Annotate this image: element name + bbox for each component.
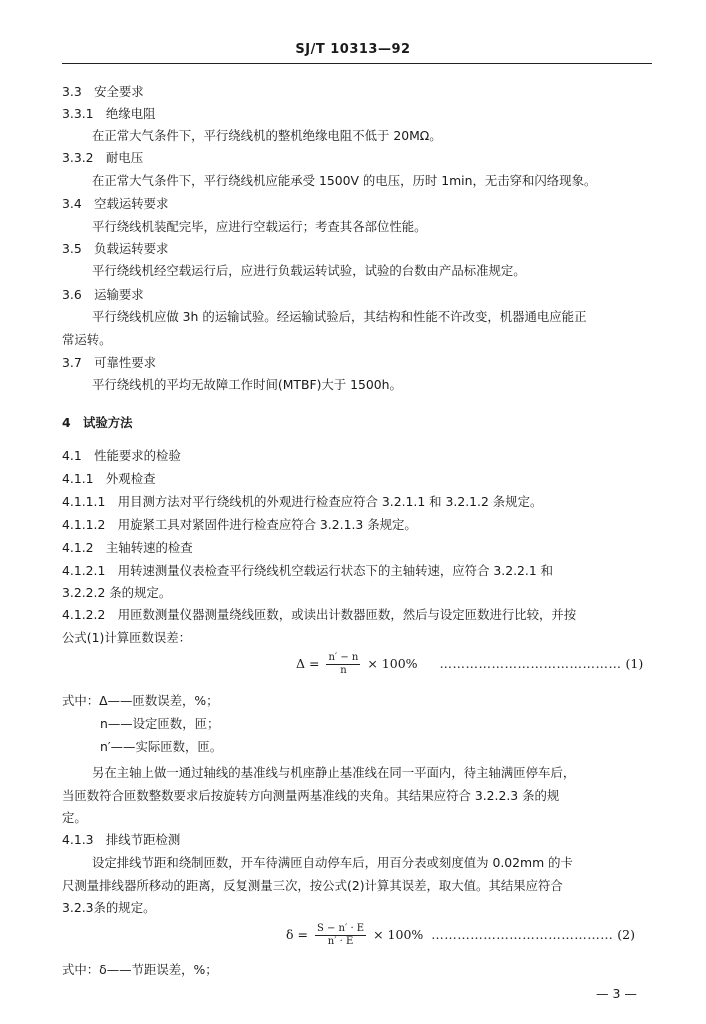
section-heading: 3.6 运输要求 [62, 287, 144, 302]
header-rule [62, 63, 652, 64]
equation-2-fraction [315, 923, 366, 948]
paragraph-line: 3.2.2.2 条的规定。 [62, 585, 172, 600]
section-heading: 3.5 负载运转要求 [62, 241, 169, 256]
equation-2-leader: …………………………………… [431, 927, 614, 942]
equation-1-numerator: n′ − n [328, 652, 359, 663]
section-heading: 4.1 性能要求的检验 [62, 448, 181, 463]
equation-2 [286, 923, 635, 948]
section-heading: 3.4 空载运转要求 [62, 196, 169, 211]
paragraph-line: 4.1.1.1 用目测方法对平行绕线机的外观进行检查应符合 3.2.1.1 和 3.2.1.2 条规定。 [62, 494, 543, 509]
equation-1-denominator: n [340, 665, 347, 676]
equation-1-rhs: × 100% [367, 656, 418, 671]
paragraph-line: 在正常大气条件下，平行绕线机的整机绝缘电阻不低于 20MΩ。 [92, 128, 442, 143]
paragraph-line: 平行绕线机经空载运行后，应进行负载运转试验，试验的台数由产品标准规定。 [92, 263, 526, 278]
paragraph-line: 另在主轴上做一通过轴线的基准线与机座静止基准线在同一平面内，待主轴满匝停车后， [92, 765, 576, 780]
equation-2-rhs: × 100% [373, 927, 424, 942]
subsection-heading: 4.1.3 排线节距检测 [62, 832, 181, 847]
equation-2-denominator: n′ · E [327, 936, 354, 947]
paragraph-line: 4.1.2.2 用匝数测量仪器测量绕线匝数，或读出计数器匝数，然后与设定匝数进行比较，并按 [62, 607, 577, 622]
equation-1-fraction [326, 652, 360, 677]
paragraph-line: 3.2.3条的规定。 [62, 900, 156, 915]
page-number: — 3 — [596, 986, 637, 1001]
paragraph-line: 公式(1)计算匝数误差： [62, 630, 192, 645]
equation-legend-line: n′——实际匝数，匝。 [100, 739, 223, 754]
equation-legend-line: 式中：δ——节距误差，%； [62, 962, 218, 977]
page-header-standard-code: SJ/T 10313—92 [295, 42, 411, 57]
equation-2-number: (2) [617, 927, 635, 942]
subsection-heading: 4.1.1 外观检查 [62, 471, 156, 486]
equation-legend-line: n——设定匝数，匝； [100, 716, 220, 731]
subsection-heading: 3.3.1 绝缘电阻 [62, 106, 156, 121]
equation-1-lhs: Δ = [296, 656, 320, 671]
paragraph-line: 4.1.1.2 用旋紧工具对紧固件进行检查应符合 3.2.1.3 条规定。 [62, 517, 417, 532]
paragraph-line: 当匝数符合匝数整数要求后按旋转方向测量两基准线的夹角。其结果应符合 3.2.2.3 条的规 [62, 788, 560, 803]
paragraph-line: 4.1.2.1 用转速测量仪表检查平行绕线机空载运行状态下的主轴转速，应符合 3.2.2.1 和 [62, 563, 554, 578]
paragraph-line: 平行绕线机装配完毕，应进行空载运行；考查其各部位性能。 [92, 219, 427, 234]
chapter-heading: 4 试验方法 [62, 415, 133, 430]
equation-1 [296, 652, 643, 677]
paragraph-line: 定。 [62, 810, 87, 825]
paragraph-line: 平行绕线机应做 3h 的运输试验。经运输试验后，其结构和性能不许改变，机器通电应能正 [92, 309, 587, 324]
equation-1-number: (1) [625, 656, 644, 671]
equation-legend-line: 式中：Δ——匝数误差，%； [62, 693, 219, 708]
paragraph-line: 尺测量排线器所移动的距离，反复测量三次，按公式(2)计算其误差，取大值。其结果应符合 [62, 878, 563, 893]
paragraph-line: 平行绕线机的平均无故障工作时间(MTBF)大于 1500h。 [92, 377, 402, 392]
equation-2-lhs: δ = [286, 927, 308, 942]
paragraph-line: 设定排线节距和绕制匝数，开车待满匝自动停车后，用百分表或刻度值为 0.02mm 的卡 [92, 855, 573, 870]
subsection-heading: 3.3.2 耐电压 [62, 150, 144, 165]
paragraph-line: 在正常大气条件下，平行绕线机应能承受 1500V 的电压，历时 1min，无击穿和闪络现象。 [92, 173, 597, 188]
section-heading: 3.3 安全要求 [62, 84, 144, 99]
equation-2-numerator: S − n′ · E [316, 923, 365, 934]
paragraph-line: 常运转。 [62, 332, 112, 347]
equation-1-leader: …………………………………… [439, 656, 622, 671]
subsection-heading: 4.1.2 主轴转速的检查 [62, 540, 193, 555]
section-heading: 3.7 可靠性要求 [62, 355, 157, 370]
